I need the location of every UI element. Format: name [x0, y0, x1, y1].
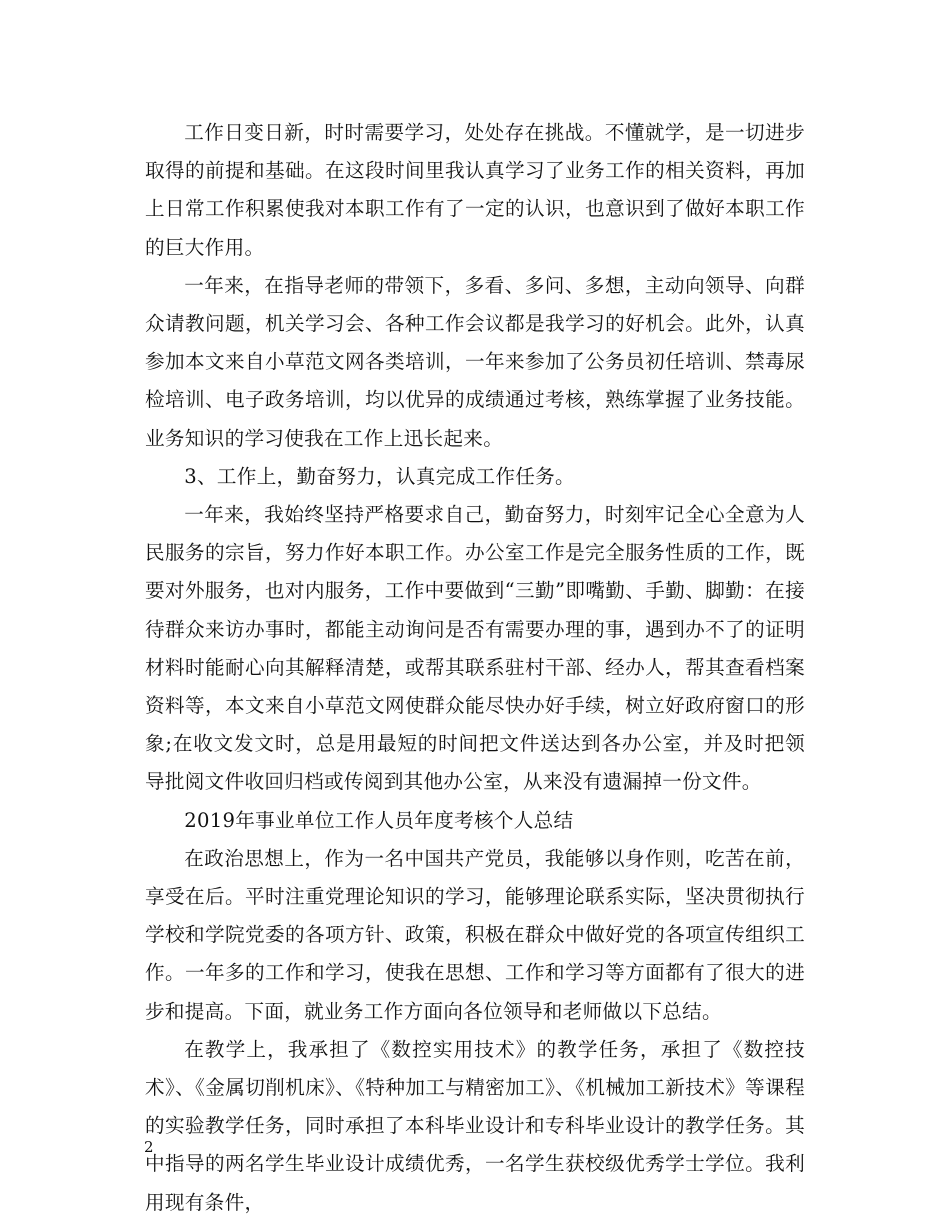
page-number: 2 — [144, 1138, 154, 1156]
paragraph-training: 一年来，在指导老师的带领下，多看、多问、多想，主动向领导、向群众请教问题，机关学习会、各种工作会议都是我学习的好机会。此外，认真参加本文来自小草范文网各类培训，一年来参加了公务员初任培训、禁毒尿检培训、电子政务培训，均以优异的成绩通过考核，熟练掌握了业务技能。业务知识的学习使我在工作上迅长起来。 — [145, 273, 805, 450]
paragraph-study-importance: 工作日变日新，时时需要学习，处处存在挑战。不懂就学，是一切进步取得的前提和基础。在这段时间里我认真学习了业务工作的相关资料，再加上日常工作积累使我对本职工作有了一定的认识，也意识到了做好本职工作的巨大作用。 — [145, 121, 805, 259]
paragraph-teaching: 在教学上，我承担了《数控实用技术》的教学任务，承担了《数控技术》、《金属切削机床》、《特种加工与精密加工》、《机械加工新技术》等课程的实验教学任务，同时承担了本科毕业设计和专科毕业设计的教学任务。其中指导的两名学生毕业设计成绩优秀，一名学生获校级优秀学士学位。我利用现有条件， — [145, 1037, 805, 1214]
paragraph-political-thought: 在政治思想上，作为一名中国共产党员，我能够以身作则，吃苦在前，享受在后。平时注重党理论知识的学习，能够理论联系实际，坚决贯彻执行学校和学院党委的各项方针、政策，积极在群众中做好党的各项宣传组织工作。一年多的工作和学习，使我在思想、工作和学习等方面都有了很大的进步和提高。下面，就业务工作方面向各位领导和老师做以下总结。 — [145, 846, 805, 1023]
section-title: 2019年事业单位工作人员年度考核个人总结 — [184, 808, 574, 832]
document-body — [145, 114, 805, 1222]
paragraph-office-service: 一年来，我始终坚持严格要求自己，勤奋努力，时刻牢记全心全意为人民服务的宗旨，努力作好本职工作。办公室工作是完全服务性质的工作，既要对外服务，也对内服务，工作中要做到“三勤”即嘴勤、手勤、脚勤：在接待群众来访办事时，都能主动询问是否有需要办理的事，遇到办不了的证明材料时能耐心向其解释清楚，或帮其联系驻村干部、经办人，帮其查看档案资料等，本文来自小草范文网使群众能尽快办好手续，树立好政府窗口的形象;在收文发文时，总是用最短的时间把文件送达到各办公室，并及时把领导批阅文件收回归档或传阅到其他办公室，从来没有遗漏掉一份文件。 — [145, 503, 805, 794]
paragraph-work-heading: 3、工作上，勤奋努力，认真完成工作任务。 — [184, 464, 575, 488]
